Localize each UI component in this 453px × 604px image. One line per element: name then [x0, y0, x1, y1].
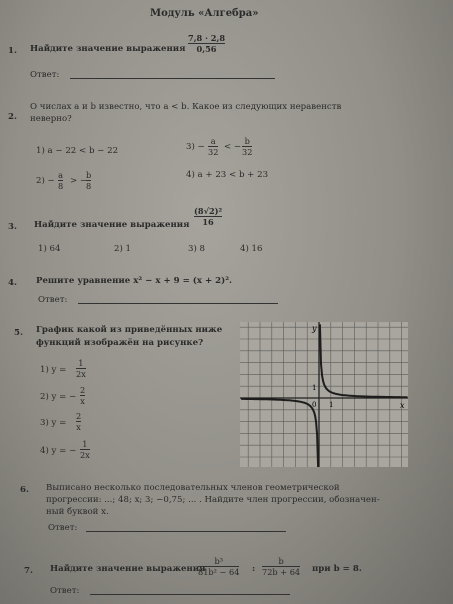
y-tick-one-label: 1 — [312, 384, 317, 392]
fraction-denominator: 2x — [76, 369, 86, 379]
question-4-answer-label: Ответ: — [38, 295, 68, 305]
question-4-number: 4. — [8, 278, 17, 288]
question-2-option-2-frac-a — [58, 170, 63, 191]
question-7-condition: при b = 8. — [312, 564, 362, 574]
question-2-number: 2. — [8, 112, 17, 122]
fraction-denominator: 0,56 — [196, 44, 217, 54]
question-5-text-line1: График какой из приведённых ниже — [36, 325, 223, 335]
page-title: Модуль «Алгебра» — [150, 8, 259, 19]
question-1-answer-line[interactable] — [70, 78, 275, 79]
fraction-numerator: 1 — [78, 358, 84, 368]
question-1-fraction — [188, 33, 225, 54]
question-5-option-1-frac — [76, 358, 86, 379]
fraction-denominator: x — [80, 396, 85, 406]
question-3-text: Найдите значение выражения — [34, 220, 190, 230]
fraction-numerator: (8√2)² — [194, 206, 223, 216]
question-4-answer-line[interactable] — [78, 303, 278, 304]
y-axis-label: y — [312, 324, 317, 333]
question-3-option-3: 3) 8 — [188, 244, 206, 254]
fraction-denominator: 16 — [202, 217, 214, 227]
question-3-fraction — [194, 206, 222, 227]
fraction-numerator: 2 — [76, 411, 82, 421]
question-6-text-line1: Выписано несколько последовательных членов геометрической — [46, 483, 340, 493]
question-2-option-3-prefix: 3) − — [186, 142, 205, 152]
question-2-option-2-frac-b — [86, 170, 91, 191]
fraction-numerator: a — [58, 170, 64, 180]
fraction-denominator: 32 — [208, 147, 219, 157]
fraction-denominator: x — [76, 422, 81, 432]
fraction-denominator: 2x — [80, 450, 90, 460]
question-1-number: 1. — [8, 46, 17, 56]
fraction-denominator: 32 — [242, 147, 253, 157]
fraction-numerator: b — [86, 170, 92, 180]
question-2-option-1: 1) a − 22 < b − 22 — [36, 146, 119, 156]
question-1-text: Найдите значение выражения — [30, 44, 186, 54]
fraction-numerator: b — [278, 556, 284, 566]
fraction-numerator: a — [210, 136, 216, 146]
fraction-denominator: 81b² − 64 — [198, 567, 240, 577]
question-2-text-line2: неверно? — [30, 114, 72, 124]
question-4-text: Решите уравнение x² − x + 9 = (x + 2)². — [36, 276, 232, 286]
question-7-answer-label: Ответ: — [50, 586, 80, 596]
question-6-text-line2: прогрессии: ...; 48; x; 3; −0,75; ... . Найдите член прогрессии, обозначен- — [46, 495, 380, 505]
question-2-option-3-frac-b — [242, 136, 252, 157]
question-2-text-line1: О числах a и b известно, что a < b. Какое из следующих неравенств — [30, 102, 342, 112]
fraction-numerator: 7,8 · 2,8 — [188, 33, 226, 43]
question-2-option-2-prefix: 2) − — [36, 176, 55, 186]
x-tick-one-label: 1 — [329, 401, 334, 409]
question-3-option-1: 1) 64 — [38, 244, 61, 254]
question-5-option-4-prefix: 4) y = − — [40, 446, 77, 456]
fraction-numerator: b — [244, 136, 250, 146]
question-3-number: 3. — [8, 222, 17, 232]
question-5-option-3-prefix: 3) y = — [40, 418, 67, 428]
fraction-denominator: 8 — [58, 181, 64, 191]
question-2-option-4: 4) a + 23 < b + 23 — [186, 170, 269, 180]
question-5-option-2-frac — [80, 385, 85, 406]
question-7-text: Найдите значение выражения — [50, 564, 206, 574]
fraction-denominator: 72b + 64 — [262, 567, 301, 577]
question-2-option-3-frac-a — [208, 136, 218, 157]
question-5-option-2-prefix: 2) y = − — [40, 392, 77, 402]
question-2-option-2-sign: > − — [70, 176, 88, 186]
question-7-answer-line[interactable] — [90, 594, 290, 595]
question-3-option-4: 4) 16 — [240, 244, 263, 254]
question-2-option-3-sign: < − — [224, 142, 242, 152]
question-6-number: 6. — [20, 485, 29, 495]
function-graph — [240, 322, 408, 467]
question-5-option-1-prefix: 1) y = — [40, 365, 67, 375]
fraction-denominator: 8 — [86, 181, 92, 191]
x-axis-label: x — [400, 401, 405, 410]
question-5-option-3-frac — [76, 411, 81, 432]
question-6-answer-label: Ответ: — [48, 523, 78, 533]
fraction-numerator: 2 — [80, 385, 86, 395]
origin-label: 0 — [312, 401, 317, 409]
question-7-fraction-2 — [262, 556, 300, 577]
question-5-option-4-frac — [80, 439, 90, 460]
question-7-colon: : — [252, 564, 256, 574]
question-3-option-2: 2) 1 — [114, 244, 132, 254]
question-7-fraction-1 — [198, 556, 239, 577]
question-7-number: 7. — [24, 566, 33, 576]
question-5-number: 5. — [14, 328, 23, 338]
fraction-numerator: 1 — [82, 439, 88, 449]
question-6-answer-line[interactable] — [86, 531, 286, 532]
fraction-numerator: b³ — [214, 556, 223, 566]
question-6-text-line3: ный буквой x. — [46, 507, 109, 517]
question-5-text-line2: функций изображён на рисунке? — [36, 338, 204, 348]
question-1-answer-label: Ответ: — [30, 70, 60, 80]
